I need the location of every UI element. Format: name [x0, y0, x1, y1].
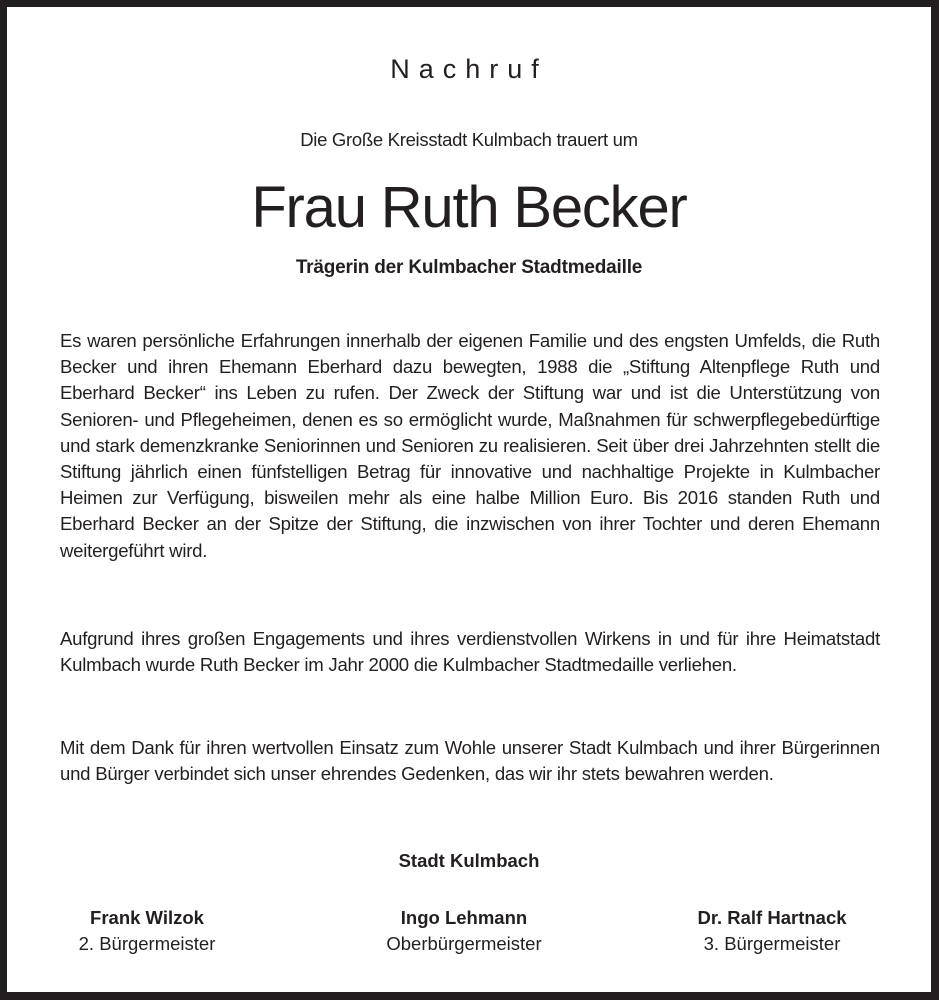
signatory — [364, 905, 564, 957]
paragraph-medal: Aufgrund ihres großen Engagements und ihres verdienstvollen Wirkens in und für ihre Heimatstadt Kulmbach wurde Ruth Becker im Jahr 2000 die Kulmbacher Stadtmedaille verliehen. — [60, 628, 880, 676]
obituary-notice — [7, 7, 931, 992]
signatory-role: Oberbürgermeister — [386, 933, 542, 954]
paragraph-gratitude: Mit dem Dank für ihren wertvollen Einsatz zum Wohle unserer Stadt Kulmbach und ihrer Bürgerinnen und Bürger verbindet sich unser ehrendes Gedenken, das wir ihr stets bewahren werden. — [60, 737, 880, 785]
signatory-role: 2. Bürgermeister — [78, 933, 216, 954]
signatory-name: Dr. Ralf Hartnack — [697, 907, 847, 928]
deceased-name: Frau Ruth Becker — [251, 175, 687, 240]
intro-line: Die Große Kreisstadt Kulmbach trauert um — [300, 129, 638, 150]
notice-title: Nachruf — [390, 54, 548, 84]
signatory — [47, 905, 247, 957]
signatory-role: 3. Bürgermeister — [703, 933, 841, 954]
signatory-name: Frank Wilzok — [90, 907, 204, 928]
paragraph-foundation: Es waren persönliche Erfahrungen innerhalb der eigenen Familie und des engsten Umfelds, die Ruth Becker und ihren Ehemann Eberhard dazu bewegten, 1988 die „Stiftung Altenpflege Ruth und Eberhard Becker“ ins Leben zu rufen. Der Zweck der Stiftung war und ist die Unterstützung von Senioren- und Pflegeheimen, denen es so ermöglicht wurde, Maßnahmen für schwerpflegebedürftige und stark demenzkranke Seniorinnen und Senioren zu realisieren. Seit über drei Jahrzehnten stellt die Stiftung jährlich einen fünfstelligen Betrag für innovative und nachhaltige Projekte in Kulmbacher Heimen zur Verfügung, bisweilen mehr als eine halbe Million Euro. Bis 2016 standen Ruth und Eberhard Becker an der Spitze der Stiftung, die inzwischen von ihrer Tochter und deren Ehemann weitergeführt wird. — [60, 330, 880, 561]
signatory — [667, 905, 877, 957]
signatory-name: Ingo Lehmann — [400, 907, 528, 928]
organization-name: Stadt Kulmbach — [398, 850, 540, 871]
honor-subtitle: Trägerin der Kulmbacher Stadtmedaille — [295, 257, 643, 278]
